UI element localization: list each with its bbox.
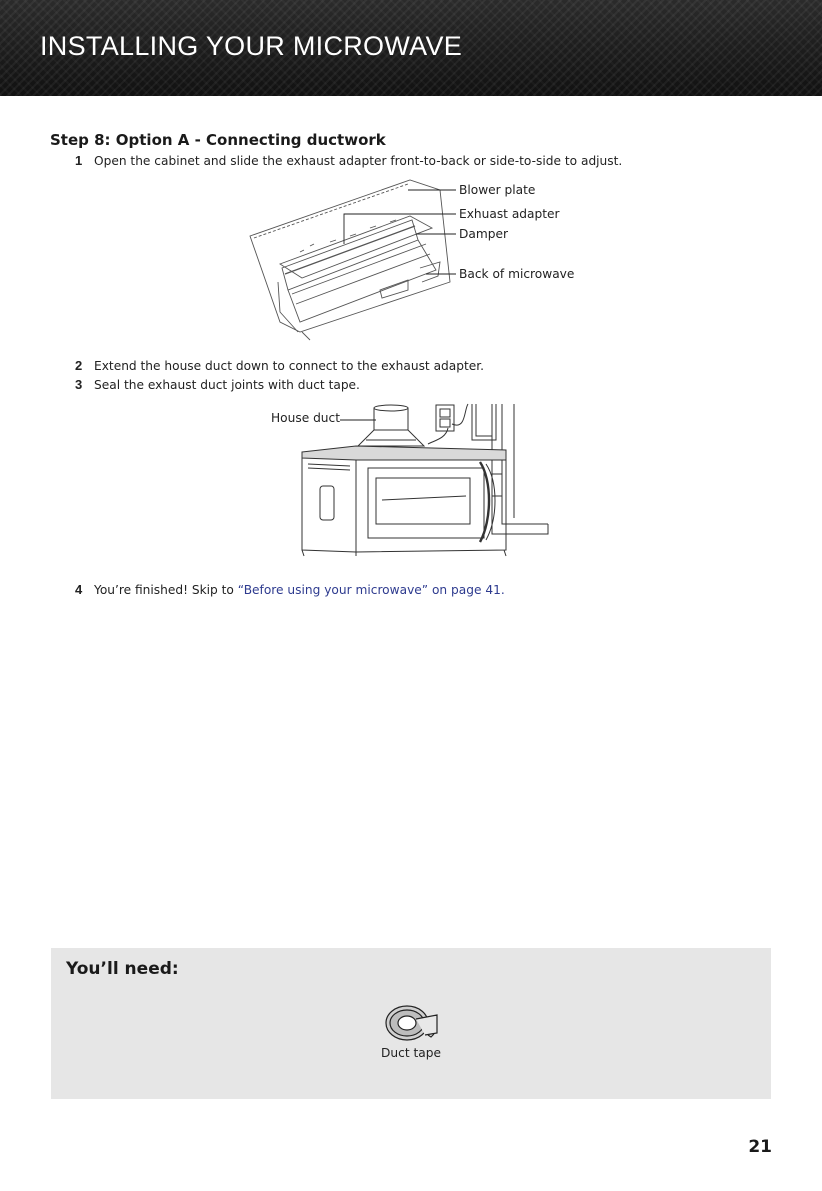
label-exhaust-adapter: Exhuast adapter — [459, 207, 560, 221]
step-text: Seal the exhaust duct joints with duct tape. — [94, 378, 360, 392]
step-4 — [70, 582, 505, 597]
duct-tape-icon — [383, 1003, 441, 1043]
section-heading: Step 8: Option A - Connecting ductwork — [50, 131, 386, 149]
step-number: 2 — [75, 358, 83, 373]
step-text: Open the cabinet and slide the exhaust adapter front-to-back or side-to-side to adjust. — [94, 154, 623, 168]
label-damper: Damper — [459, 227, 508, 241]
duct-tape-label: Duct tape — [381, 1046, 441, 1060]
step-text: You’re finished! Skip to — [94, 583, 238, 597]
before-using-link[interactable]: “Before using your microwave” on page 41. — [237, 583, 505, 597]
page-number: 21 — [748, 1137, 772, 1157]
step-number: 4 — [75, 582, 83, 597]
step-3 — [70, 377, 360, 392]
youll-need-title: You’ll need: — [66, 959, 179, 979]
label-back-of-microwave: Back of microwave — [459, 267, 575, 281]
page-header-banner — [0, 0, 822, 96]
step-number: 1 — [75, 153, 83, 168]
page-title: INSTALLING YOUR MICROWAVE — [40, 31, 463, 61]
step-1 — [70, 153, 622, 168]
step-2 — [70, 358, 484, 373]
step-number: 3 — [75, 377, 83, 392]
step-text: Extend the house duct down to connect to the exhaust adapter. — [94, 359, 485, 373]
exhaust-adapter-illustration — [240, 172, 600, 340]
label-blower-plate: Blower plate — [459, 183, 536, 197]
label-house-duct: House duct — [271, 411, 341, 425]
